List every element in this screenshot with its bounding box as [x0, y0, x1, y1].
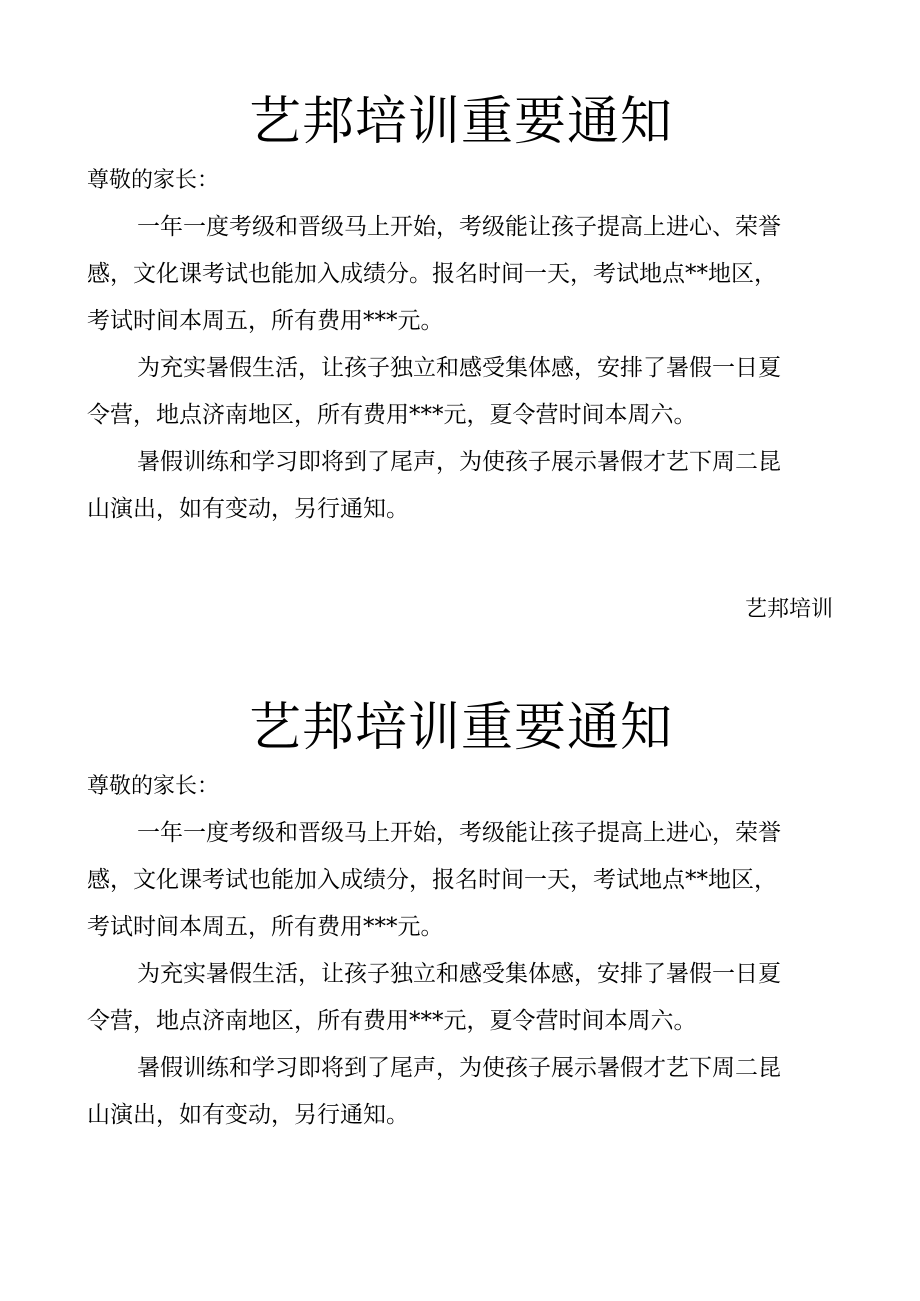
- paragraph-line: 令营，地点济南地区，所有费用***元，夏令营时间本周六。: [87, 1008, 697, 1034]
- notice-2: [87, 692, 835, 1139]
- paragraph-line: 感，文化课考试也能加入成绩分。报名时间一天，考试地点**地区，: [87, 261, 777, 287]
- signature: 艺邦培训: [744, 597, 833, 622]
- notice-title: 艺邦培训重要通知: [248, 92, 673, 152]
- paragraph-line: 山演出，如有变动，另行通知。: [87, 1102, 409, 1128]
- paragraph-line: 感，文化课考试也能加入成绩分，报名时间一天，考试地点**地区，: [87, 867, 777, 893]
- paragraph-summer-camp: [87, 345, 835, 439]
- paragraph-line: 暑假训练和学习即将到了尾声，为使孩子展示暑假才艺下周二昆: [137, 1055, 781, 1081]
- paragraph-line: 考试时间本周五，所有费用***元。: [87, 914, 444, 940]
- paragraph-performance: [87, 1045, 835, 1139]
- paragraph-line: 一年一度考级和晋级马上开始，考级能让孩子提高上进心，荣誉: [137, 820, 781, 846]
- paragraph-line: 考试时间本周五，所有费用***元。: [87, 308, 444, 334]
- paragraph-line: 一年一度考级和晋级马上开始，考级能让孩子提高上进心、荣誉: [137, 214, 781, 240]
- paragraph-line: 为充实暑假生活，让孩子独立和感受集体感，安排了暑假一日夏: [137, 355, 781, 381]
- greeting: 尊敬的家长：: [87, 774, 220, 799]
- paragraph-line: 暑假训练和学习即将到了尾声，为使孩子展示暑假才艺下周二昆: [137, 449, 781, 475]
- paragraph-line: 为充实暑假生活，让孩子独立和感受集体感，安排了暑假一日夏: [137, 961, 781, 987]
- paragraph-summer-camp: [87, 951, 835, 1045]
- greeting: 尊敬的家长：: [87, 168, 220, 193]
- paragraph-performance: [87, 439, 835, 533]
- notice-title: 艺邦培训重要通知: [248, 698, 673, 758]
- paragraph-exam: [87, 204, 835, 345]
- paragraph-line: 山演出，如有变动，另行通知。: [87, 496, 409, 522]
- paragraph-exam: [87, 810, 835, 951]
- paragraph-line: 令营，地点济南地区，所有费用***元，夏令营时间本周六。: [87, 402, 697, 428]
- notice-1: [87, 86, 835, 533]
